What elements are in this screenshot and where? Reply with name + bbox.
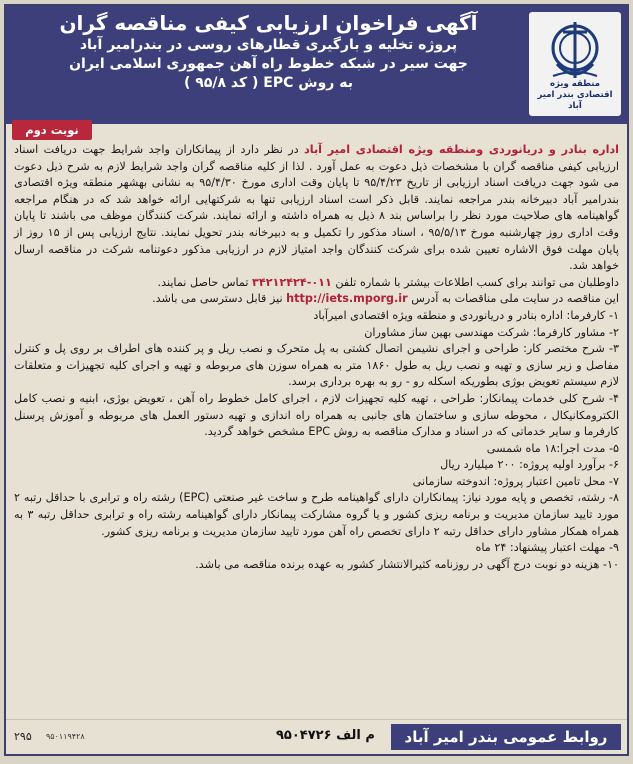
advertisement-page xyxy=(4,4,629,756)
contact-phone: ۰۱۱-۳۴۲۱۲۴۲۴ xyxy=(252,275,332,289)
list-item: ۴- شرح کلی خدمات پیمانکار: طراحی ، تهیه کلیه تجهیزات لازم ، اجرای کامل خطوط راه آهن ، تعویض بوژی، ابنیه و نصب کامل الکترومکانیکال ، محوطه سازی و ساختمان های جانبی به همراه راه اندازی و تهیه دستور العمل های مربوطه و آموزش پرسنل کارفرما و سایر خدماتی که در اسناد و مدارک مناقصه به روش EPC مشخص خواهد گردید. xyxy=(14,391,619,439)
footer-small-number: ۹۵۰۱۱۹۴۲۸ xyxy=(46,732,85,741)
list-item: ۱۰- هزینه دو نوبت درج آگهی در روزنامه کثیرالانتشار کشور به عهده برنده مناقصه می باشد. xyxy=(195,557,619,571)
intro-text: در نظر دارد از پیمانکاران واجد شرایط جهت دریافت اسناد ارزیابی کیفی مناقصه گران با مشخصات ذیل دعوت به عمل آورد . لذا از کلیه مناقصه گران واجد شرایط لازم به شرح ذیل دعوت می شود جهت دریافت اسناد ارزیابی از تاریخ ۹۵/۴/۲۳ تا پایان وقت اداری مورخ ۹۵/۴/۳۰ به نشانی بهشهر منطقه ویژه اقتصادی بندرامیر آباد دبیرخانه بندر مراجعه نمایند. قابل ذکر است اسناد ارزیابی تنها به شرکتهایی ارائه خواهد شد که در هنگام مراجعه گواهینامه های صلاحیت مورد نظر را براساس بند ۸ ذیل به همراه داشته و ارائه نمایند. شرکت کنندگان موظف می باشند تا پایان وقت اداری روز چهارشنبه مورخ ۹۵/۵/۱۳ ، اسناد مذکور را تکمیل و به دبیرخانه بندر تحویل نمایند. نتایج ارزیابی پس از ۱۵ روز از پایان مهلت فوق الاشاره تعیین شده برای شرکت کنندگان واجد امتیاز لازم در ارزیابی مذکور دعوتنامه شرکت در مناقصه ارسال خواهد شد. xyxy=(14,143,620,273)
website-text-after: نیز قابل دسترسی می باشد. xyxy=(152,292,283,306)
list-item: ۳- شرح مختصر کار: طراحی و اجرای نشیمن اتصال کشتی به پل متحرک و نصب ریل و پر کننده های اطراف بر روی پل و کنترل مفاصل و زیر سازی و تهیه و نصب ریل به طول ۱۸۶۰ متر به همراه سوزن های مربوطه و تهیه و اجرای کلیه تجهیزات و متعلقات لازم سیستم تعویض بوژی بطوریکه اسکله رو - رو به بهره برداری برسد. xyxy=(14,342,619,389)
footer-signature: روابط عمومی بندر امیر آباد xyxy=(391,724,621,750)
list-item: ۹- مهلت اعتبار پیشنهاد: ۲۴ ماه xyxy=(475,541,619,555)
footer-ad-code: م الف ۹۵۰۴۷۲۶ xyxy=(276,728,375,743)
website-text-before: این مناقصه در سایت ملی مناقصات به آدرس xyxy=(411,292,619,306)
list-item: ۲- مشاور کارفرما: شرکت مهندسی بهین ساز مشاوران xyxy=(364,325,619,339)
organization-name: اداره بنادر و دریانوردی ومنطقه ویژه اقتصادی امیر آباد xyxy=(304,143,619,156)
logo-text: منطقه ویژه اقتصادی بندر امیر آباد xyxy=(537,79,613,111)
website-line xyxy=(14,291,619,308)
list-item: ۸- رشته، تخصص و پایه مورد نیاز: پیمانکاران دارای گواهینامه طرح و ساخت غیر صنعتی (EPC) رشته راه و ترابری با حداقل رتبه ۲ مورد تایید سازمان مدیریت و برنامه ریزی کشور و یا گروه مشارکت پیمانکار دارای گواهینامه رشته راه و ترابری حداقل رتبه ۳ به همراه همکار مشاور دارای حداقل رتبه ۲ دارای تخصص راه آهن مورد تایید سازمان مدیریت و برنامه ریزی کشور. xyxy=(14,491,619,538)
header-titles xyxy=(14,10,523,93)
logo xyxy=(529,12,621,116)
page-title: آگهی فراخوان ارزیابی کیفی مناقصه گران xyxy=(59,11,478,35)
contact-text-before: داوطلبان می توانند برای کسب اطلاعات بیشتر با شماره تلفن xyxy=(335,275,619,289)
footer xyxy=(6,719,627,754)
list-item: ۶- برآورد اولیه پروژه: ۲۰۰ میلیارد ریال xyxy=(440,458,619,472)
footer-page-number: ۲۹۵ xyxy=(14,730,32,743)
page-subtitle-3: به روش EPC ( کد ۹۵/۸ ) xyxy=(184,75,353,91)
publication-round-badge: نوبت دوم xyxy=(12,120,92,140)
list-item: ۷- محل تامین اعتبار پروژه: اندوخته سازمانی xyxy=(412,474,619,488)
contact-text-after: تماس حاصل نمایند. xyxy=(157,275,249,289)
header-banner xyxy=(6,6,627,124)
list-item: ۵- مدت اجرا:۱۸ ماه شمسی xyxy=(486,441,619,455)
page-subtitle-2: جهت سیر در شبکه خطوط راه آهن جمهوری اسلامی ایران xyxy=(69,56,468,72)
page-subtitle-1: پروژه تخلیه و بارگیری قطارهای روسی در بندرامیر آباد xyxy=(79,37,458,53)
anchor-icon xyxy=(545,18,605,88)
contact-line xyxy=(14,275,619,292)
intro-paragraph xyxy=(14,142,619,275)
website-link[interactable]: http://iets.mporg.ir xyxy=(286,292,408,306)
list-item: ۱- کارفرما: اداره بنادر و دریانوردی و منطقه ویژه اقتصادی امیرآباد xyxy=(313,308,619,322)
announcement-body xyxy=(14,142,619,573)
